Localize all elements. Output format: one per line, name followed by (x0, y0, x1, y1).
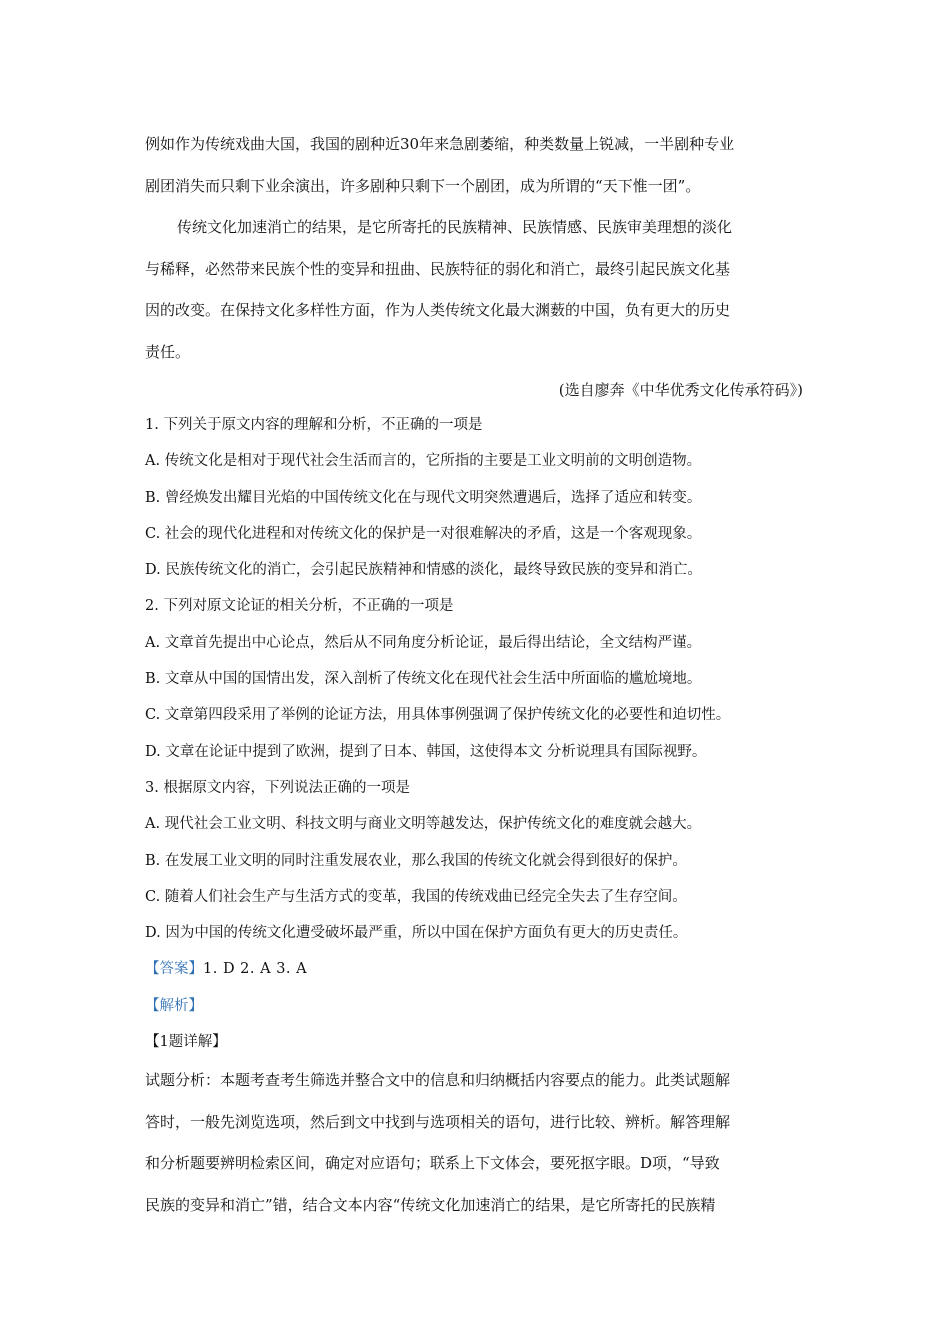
question-option: D. 民族传统文化的消亡，会引起民族精神和情感的淡化，最终导致民族的变异和消亡。 (145, 562, 702, 579)
analysis-tag: 【解析】 (145, 997, 203, 1014)
question-option: A. 文章首先提出中心论点，然后从不同角度分析论证，最后得出结论，全文结构严谨。 (145, 634, 702, 651)
question-option: C. 文章第四段采用了举例的论证方法，用具体事例强调了保护传统文化的必要性和迫切性。 (145, 707, 731, 724)
answer-line (145, 951, 825, 987)
question-stem: 2. 下列对原文论证的相关分析，不正确的一项是 (145, 598, 454, 615)
question-option: B. 曾经焕发出耀目光焰的中国传统文化在与现代文明突然遭遇后，选择了适应和转变。 (145, 489, 702, 506)
analysis-line: 民族的变异和消亡”错，结合文本内容“传统文化加速消亡的结果，是它所寄托的民族精 (145, 1195, 716, 1214)
question-option: C. 随着人们社会生产与生活方式的变革，我国的传统戏曲已经完全失去了生存空间。 (145, 888, 687, 905)
answer-value: 1. D 2. A 3. A (203, 961, 308, 978)
passage-line: 责任。 (145, 342, 191, 361)
passage-source: (选自廖奔《中华优秀文化传承符码》) (558, 381, 803, 399)
question-option: C. 社会的现代化进程和对传统文化的保护是一对很难解决的矛盾，这是一个客观现象。 (145, 525, 702, 542)
passage-line: 例如作为传统戏曲大国，我国的剧种近30年来急剧萎缩，种类数量上锐减，一半剧种专业 (145, 135, 735, 153)
question-option: B. 在发展工业文明的同时注重发展农业，那么我国的传统文化就会得到很好的保护。 (145, 852, 687, 869)
passage-line: 传统文化加速消亡的结果，是它所寄托的民族精神、民族情感、民族审美理想的淡化 (177, 218, 733, 236)
document-page (145, 124, 825, 1226)
analysis-subheading: 【1题详解】 (145, 1034, 227, 1051)
analysis-tag-line (145, 988, 825, 1024)
analysis-line: 答时，一般先浏览选项，然后到文中找到与选项相关的语句，进行比较、辨析。解答理解 (145, 1112, 731, 1131)
question-stem: 1. 下列关于原文内容的理解和分析，不正确的一项是 (145, 417, 483, 433)
passage-line: 剧团消失而只剩下业余演出，许多剧种只剩下一个剧团，成为所谓的“天下惟一团”。 (145, 176, 701, 195)
question-3 (145, 770, 825, 951)
answer-tag: 【答案】 (145, 961, 203, 978)
question-option: A. 现代社会工业文明、科技文明与商业文明等越发达，保护传统文化的难度就会越大。 (145, 816, 702, 833)
question-option: D. 文章在论证中提到了欧洲，提到了日本、韩国，这使得本文 分析说理具有国际视野。 (145, 743, 707, 760)
question-2 (145, 588, 825, 769)
question-stem: 3. 根据原文内容，下列说法正确的一项是 (145, 779, 410, 796)
question-option: B. 文章从中国的国情出发，深入剖析了传统文化在现代社会生活中所面临的尴尬境地。 (145, 671, 702, 688)
question-option: D. 因为中国的传统文化遭受破坏最严重，所以中国在保护方面负有更大的历史责任。 (145, 925, 688, 942)
passage-line: 因的改变。在保持文化多样性方面，作为人类传统文化最大渊薮的中国，负有更大的历史 (145, 301, 731, 319)
passage-line: 与稀释，必然带来民族个性的变异和扭曲、民族特征的弱化和消亡，最终引起民族文化基 (145, 259, 731, 278)
question-option: A. 传统文化是相对于现代社会生活而言的，它所指的主要是工业文明前的文明创造物。 (145, 453, 702, 470)
question-1 (145, 407, 825, 588)
analysis-line: 试题分析：本题考查考生筛选并整合文中的信息和归纳概括内容要点的能力。此类试题解 (145, 1071, 731, 1090)
analysis-line: 和分析题要辨明检索区间，确定对应语句；联系上下文体会，要死抠字眼。D项，“导致 (145, 1154, 720, 1173)
